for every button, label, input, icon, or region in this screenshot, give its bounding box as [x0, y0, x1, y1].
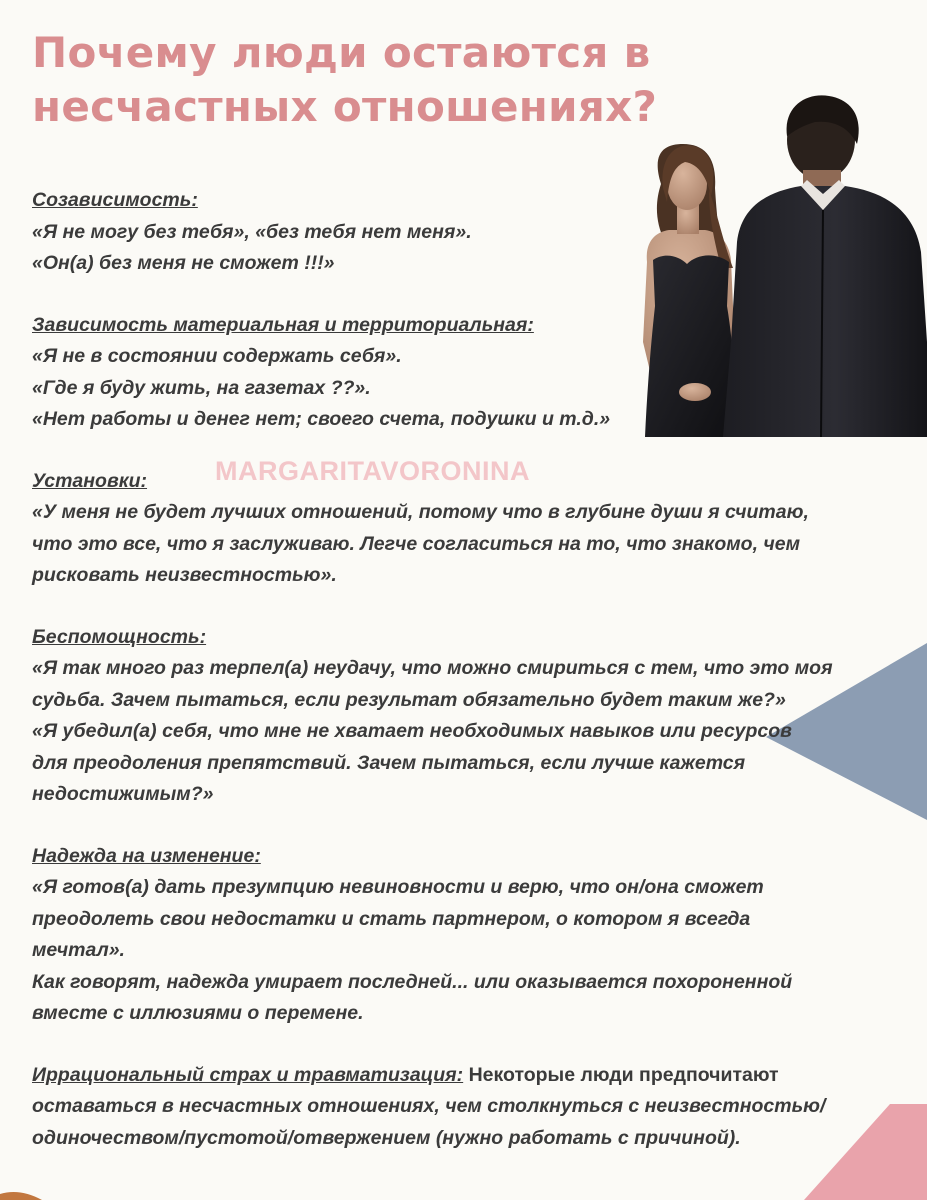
- section-line: «Я не в состоянии содержать себя».: [32, 345, 402, 367]
- section-line: одиночеством/пустотой/отвержением (нужно работать с причиной).: [32, 1126, 741, 1149]
- section-line: «Где я буду жить, на газетах ??».: [32, 376, 371, 399]
- section-line: преодолеть свои недостатки и стать партнером, о котором я всегда: [32, 907, 751, 930]
- section-heading-tail: Некоторые люди предпочитают: [463, 1063, 779, 1086]
- section-heading: Зависимость материальная и территориальная:: [32, 313, 534, 336]
- section-heading: Созависимость:: [32, 189, 198, 211]
- section-heading: Иррациональный страх и травматизация:: [32, 1063, 464, 1086]
- section-line: «Я убедил(а) себя, что мне не хватает необходимых навыков или ресурсов: [32, 720, 792, 742]
- section-line: что это все, что я заслуживаю. Легче согласиться на то, что знакомо, чем: [32, 532, 801, 555]
- section-line: мечтал».: [32, 939, 125, 961]
- section-line: для преодоления препятствий. Зачем пытаться, если лучше кажется: [32, 751, 746, 774]
- section-hope-for-change: [32, 841, 872, 1030]
- section-line: «Я не могу без тебя», «без тебя нет меня».: [32, 220, 472, 243]
- page-title: Почему люди остаются в несчастных отношениях?: [32, 28, 658, 131]
- section-line: «Я так много раз терпел(а) неудачу, что можно смириться с тем, что это моя: [32, 657, 833, 679]
- section-heading: Беспомощность:: [32, 625, 207, 648]
- section-heading: Установки:: [32, 469, 148, 492]
- section-material-dependency: [32, 310, 872, 436]
- section-line: оставаться в несчастных отношениях, чем столкнуться с неизвестностью/: [32, 1095, 826, 1117]
- section-helplessness: [32, 622, 872, 811]
- section-line: «Он(а) без меня не сможет !!!»: [32, 252, 335, 274]
- watermark-text: MARGARITAVORONINA: [215, 456, 530, 486]
- section-line: рисковать неизвестностью».: [32, 564, 337, 586]
- section-line: судьба. Зачем пытаться, если результат обязательно будет таким же?»: [32, 688, 786, 711]
- section-line: Как говорят, надежда умирает последней... или оказывается похороненной: [32, 970, 793, 993]
- section-line: «Я готов(а) дать презумпцию невиновности и верю, что он/она сможет: [32, 876, 764, 898]
- section-heading: Надежда на изменение:: [32, 844, 261, 867]
- content-body: [32, 185, 872, 1184]
- section-line: «Нет работы и денег нет; своего счета, подушки и т.д.»: [32, 408, 611, 430]
- section-beliefs: [32, 466, 872, 592]
- section-irrational-fear: [32, 1060, 872, 1155]
- section-line: «У меня не будет лучших отношений, потому что в глубине души я считаю,: [32, 501, 809, 523]
- section-line: вместе с иллюзиями о перемене.: [32, 1002, 364, 1024]
- section-line: недостижимым?»: [32, 783, 214, 805]
- section-codependency: [32, 185, 872, 280]
- section-heading-row: [32, 1060, 872, 1092]
- orange-corner-shape: [0, 1188, 60, 1200]
